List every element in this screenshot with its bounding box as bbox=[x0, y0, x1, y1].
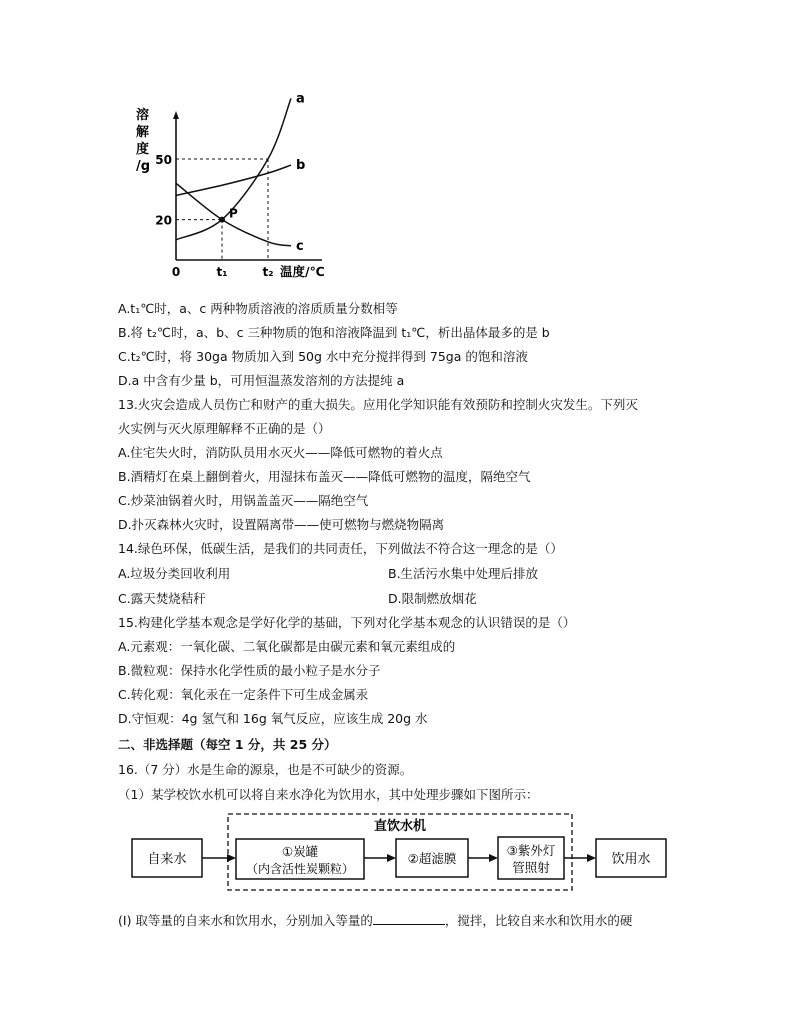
q16-sub-i-text-before: (I) 取等量的自来水和饮用水，分别加入等量的 bbox=[118, 913, 373, 928]
x-tick-label: 0 bbox=[171, 265, 181, 279]
q16-stem: 16.（7 分）水是生命的源泉，也是不可缺少的资源。 bbox=[118, 762, 413, 777]
x-tick-label: t₁ bbox=[216, 265, 228, 279]
target-label: 饮用水 bbox=[611, 852, 651, 867]
svg-text:溶: 溶 bbox=[136, 108, 150, 123]
q14-option-b: B.生活污水集中处理后排放 bbox=[388, 566, 539, 581]
curve-b bbox=[176, 165, 291, 195]
arrow-2-head bbox=[387, 854, 396, 862]
q15-stem: 15.构建化学基本观念是学好化学的基础，下列对化学基本观念的认识错误的是（） bbox=[118, 615, 576, 630]
arrow-1-head bbox=[227, 854, 236, 862]
svg-text:解: 解 bbox=[136, 125, 150, 140]
q13-stem-line1: 13.火灾会造成人员伤亡和财产的重大损失。应用化学知识能有效预防和控制火灾发生。下列灭 bbox=[118, 397, 638, 412]
arrow-4-head bbox=[587, 854, 596, 862]
q15-option-a: A.元素观：一氧化碳、二氧化碳都是由碳元素和氧元素组成的 bbox=[118, 639, 456, 654]
y-axis-arrow bbox=[173, 111, 179, 119]
step2-label: ②超滤膜 bbox=[407, 851, 457, 866]
section-heading: 二、非选择题（每空 1 分，共 25 分） bbox=[118, 737, 337, 752]
q12-option-d: D.a 中含有少量 b，可用恒温蒸发溶剂的方法提纯 a bbox=[118, 373, 405, 388]
q14-option-d: D.限制燃放烟花 bbox=[388, 591, 477, 606]
purifier-group-title: 直饮水机 bbox=[373, 819, 427, 834]
curve-label-a: a bbox=[296, 91, 305, 107]
q15-option-c: C.转化观：氧化汞在一定条件下可生成金属汞 bbox=[118, 687, 369, 702]
step3-label-line2: 管照射 bbox=[512, 860, 550, 875]
q14-option-c: C.露天焚烧秸秆 bbox=[118, 591, 206, 606]
q14-stem: 14.绿色环保，低碳生活，是我们的共同责任，下列做法不符合这一理念的是（） bbox=[118, 541, 563, 556]
q13-option-a: A.住宅失火时，消防队员用水灭火——降低可燃物的着火点 bbox=[118, 445, 443, 460]
q14-option-a: A.垃圾分类回收利用 bbox=[118, 566, 231, 581]
x-axis-label: 温度/℃ bbox=[280, 264, 325, 279]
y-axis-label bbox=[136, 107, 150, 174]
curve-label-c: c bbox=[296, 238, 304, 254]
q15-option-d: D.守恒观：4g 氢气和 16g 氧气反应，应该生成 20g 水 bbox=[118, 711, 428, 726]
intersection-point-p bbox=[219, 217, 225, 223]
answer-blank[interactable] bbox=[373, 912, 445, 925]
point-label-p: P bbox=[229, 206, 238, 221]
svg-text:度: 度 bbox=[136, 142, 150, 157]
q15-option-b: B.微粒观：保持水化学性质的最小粒子是水分子 bbox=[118, 663, 381, 678]
source-label: 自来水 bbox=[147, 852, 187, 867]
q13-stem-line2: 火实例与灭火原理解释不正确的是（） bbox=[118, 421, 331, 436]
step1-label-line2: （内含活性炭颗粒） bbox=[245, 862, 355, 876]
q16-sub-i-text-after: ，搅拌，比较自来水和饮用水的硬 bbox=[444, 913, 633, 928]
q12-option-b: B.将 t₂℃时，a、b、c 三种物质的饱和溶液降温到 t₁℃，析出晶体最多的是 b bbox=[118, 325, 550, 340]
arrow-3-head bbox=[489, 854, 498, 862]
solubility-chart bbox=[130, 91, 350, 280]
q12-option-c: C.t₂℃时，将 30ga 物质加入到 50g 水中充分搅拌得到 75ga 的饱和溶液 bbox=[118, 349, 528, 364]
water-purifier-flow-diagram bbox=[118, 810, 688, 892]
y-tick-label: 20 bbox=[155, 213, 172, 228]
q16-sub1: （1）某学校饮水机可以将自来水净化为饮用水，其中处理步骤如下图所示： bbox=[118, 787, 539, 802]
q16-sub-i bbox=[118, 912, 632, 930]
svg-text:/g: /g bbox=[136, 159, 151, 174]
q13-option-d: D.扑灭森林火灾时，设置隔离带——使可燃物与燃烧物隔离 bbox=[118, 517, 445, 532]
curve-label-b: b bbox=[296, 158, 306, 174]
step3-label-line1: ③紫外灯 bbox=[506, 843, 556, 858]
q13-option-b: B.酒精灯在桌上翻倒着火，用湿抹布盖灭——降低可燃物的温度，隔绝空气 bbox=[118, 469, 531, 484]
x-tick-label: t₂ bbox=[262, 265, 274, 279]
step1-label-line1: ①炭罐 bbox=[281, 844, 319, 859]
q13-option-c: C.炒菜油锅着火时，用锅盖盖灭——隔绝空气 bbox=[118, 493, 369, 508]
q12-option-a: A.t₁℃时，a、c 两种物质溶液的溶质质量分数相等 bbox=[118, 301, 398, 316]
y-tick-label: 50 bbox=[155, 153, 172, 167]
